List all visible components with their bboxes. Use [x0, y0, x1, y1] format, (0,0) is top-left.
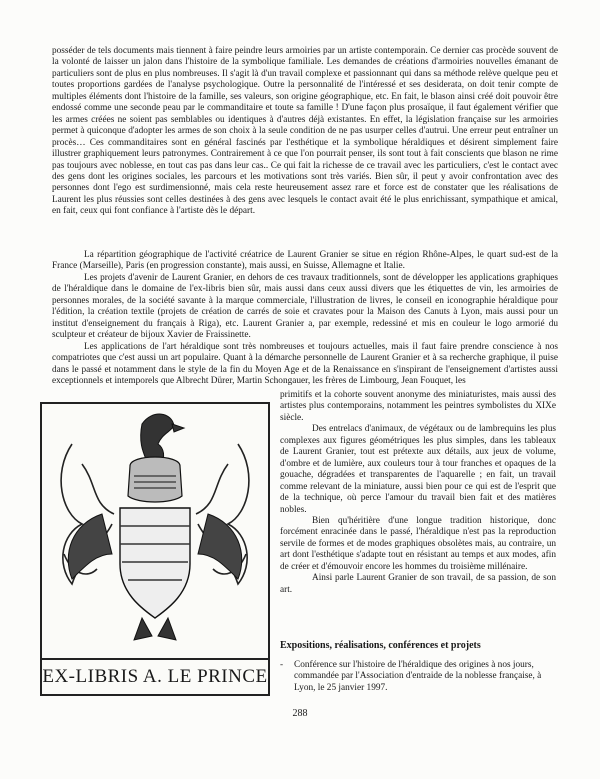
paragraph: primitifs et la cohorte souvent anonyme des miniaturistes, mais aussi des artistes plus contemporains, notamment les peintres symbolistes du XIXe siècle.	[280, 390, 556, 423]
page-number: 288	[292, 708, 308, 719]
paragraph: Bien qu'héritière d'une longue tradition historique, donc forcément enracinée dans le passé, l'héraldique n'est pas la reproduction servile de formes et de modes graphiques obsolètes mais, au contraire, un art dont l'esthétique s'adapte tout en résistant au temps et aux modes, afin de créer et d'émouvoir encore les hommes du troisième millénaire.	[280, 515, 556, 572]
paragraph: Les applications de l'art héraldique sont très nombreuses et toujours actuelles, mais il faut faire prendre conscience à nos compatriotes que c'est aussi un art populaire. Quant à la démarche personnelle de Laurent Granier et à sa recherche graphique, il puise dans le passé et notamment dans le style de la fin du Moyen Age et de la Renaissance en s'inspirant de l'enseignement d'artistes aussi exceptionnels et intemporels que Albrecht Dürer, Martin Schongauer, les frères de Limbourg, Jean Fouquet, les	[52, 341, 558, 386]
right-column-text	[280, 390, 556, 596]
paragraph: Ainsi parle Laurent Granier de son travail, de sa passion, de son art.	[280, 573, 556, 595]
list-item	[280, 660, 556, 694]
paragraph: La répartition géographique de l'activité créatrice de Laurent Granier se situe en région Rhône-Alpes, le quart sud-est de la France (Marseille), Paris (en progression constante), mais aussi, en Suisse, Allemagne et Italie.	[52, 250, 558, 272]
list-item-text: Conférence sur l'histoire de l'héraldique des origines à nos jours, commandée par l'Association d'entraide de la noblesse française, à Lyon, le 25 janvier 1997.	[294, 660, 542, 693]
figure-caption: EX-LIBRIS A. LE PRINCE	[40, 658, 270, 696]
paragraph: Des entrelacs d'animaux, de végétaux ou de lambrequins les plus complexes aux figures géométriques les plus simples, dans les tableaux de Laurent Granier, tout est prétexte aux détails, aux jeux de volume, d'ombre et de lumière, aux couleurs tour à tour franches et opaques de la gouache, dégradées et transparentes de l'aquarelle ; en fait, un travail comme relevant de la miniature, aussi bien pour ce qui est de l'esprit que de la technique, où perce l'amour du travail bien fait et des matières nobles.	[280, 424, 556, 515]
section-heading: Expositions, réalisations, conférences et projets	[280, 640, 481, 651]
list-bullet: -	[280, 660, 284, 670]
paragraph: Les projets d'avenir de Laurent Granier, en dehors de ces travaux traditionnels, sont de développer les applications graphiques de l'héraldique dans le domaine de l'ex-libris bien sûr, mais aussi dans ceux aussi divers que les étiquettes de vin, les armoiries de personnes morales, de la société savante à la marque commerciale, l'illustration de livres, le conseil en iconographie héraldique pour l'édition, la création textile (projets de création de carrés de soie et cravates pour la Maison des Canuts à Lyon, mais aussi pour un institut d'enseignement du français à Riga), etc. Laurent Granier a, par exemple, redessiné et mis en couleur le logo armorié du sculpteur et créateur de bijoux Xavier de Fraissinette.	[52, 272, 558, 341]
body-text-top	[52, 46, 558, 218]
body-text-middle	[52, 250, 558, 387]
ex-libris-figure	[40, 402, 270, 692]
heraldic-crest-illustration	[42, 404, 268, 660]
paragraph: posséder de tels documents mais tiennent à faire peindre leurs armoiries par un artiste contemporain. Ce dernier cas procède souvent de la volonté de laisser un jalon dans l'histoire de la symbolique familiale. Les demandes de créations d'armoiries nouvelles émanant de particuliers sont de plus en plus nombreuses. Il s'agit là d'un travail complexe et passionnant qui dans sa méthode relève quelque peu et toutes proportions gardées de l'analyse psychologique. Outre la personnalité de l'intéressé et ses desiderata, on doit tenir compte de multiples éléments dont l'histoire de la famille, ses valeurs, son origine géographique, etc. En fait, le blason ainsi créé doit pouvoir être endossé comme une seconde peau par le commanditaire et toute sa famille ! D'une façon plus prosaïque, il faut également vérifier que les armes créées ne soient pas semblables ou identiques à d'autres déjà existantes. En effet, la législation française sur les armoiries permet à quiconque d'adopter les armes de son choix à la seule condition de ne pas usurper celles d'autrui. Une erreur peut entraîner un procès… Ces commanditaires sont en général fascinés par l'esthétique et la symbolique héraldiques et désirent simplement faire illustrer graphiquement leurs patronymes. Contrairement à ce que l'on pourrait penser, ils sont tout à fait conscients que blason ne rime pas toujours avec noblesse, en tout cas pas dans leur cas.. Ce qui fait la richesse de ce travail avec les particuliers, c'est le contact avec des gens dont les origines sociales, les parcours et les motivations sont très variés. Bien sûr, il peut y avoir confrontation avec des personnes dont l'ego est surdimensionné, mais cela reste heureusement assez rare et force est de constater que les réalisations de Laurent les plus réussies sont celles destinées à des gens avec lesquels le contact avait été le plus enrichissant, sympathique et amical, en fait, ceux qui font confiance à l'artiste dès le départ.	[52, 46, 558, 217]
